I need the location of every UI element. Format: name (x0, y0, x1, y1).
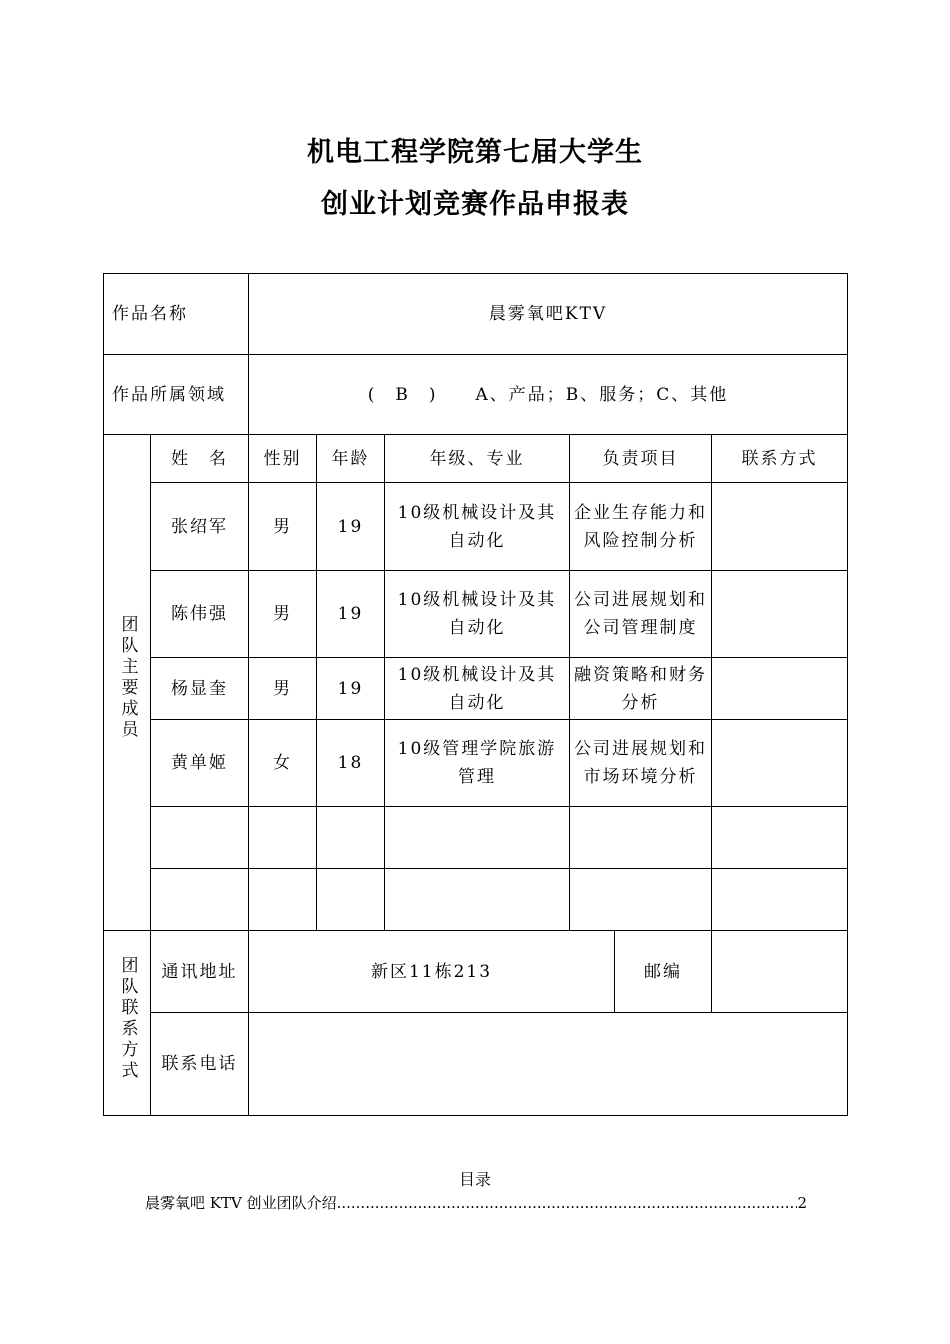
team-contact-label: 团队联系方式 (117, 955, 138, 1082)
member-header-row (104, 435, 848, 483)
work-name-row (104, 274, 848, 355)
table-row (104, 720, 848, 807)
header-age: 年龄 (317, 435, 385, 483)
header-major: 年级、专业 (385, 435, 570, 483)
phone-row (104, 1013, 848, 1116)
team-members-label: 团队主要成员 (117, 615, 138, 741)
empty-member-row (104, 869, 848, 931)
member-contact (712, 720, 848, 807)
member-age: 19 (317, 571, 385, 658)
domain-value: ( B ) A、产品；B、服务；C、其他 (249, 355, 848, 435)
header-name: 姓 名 (151, 435, 249, 483)
member-gender: 男 (249, 571, 317, 658)
member-major: 10级机械设计及其自动化 (385, 483, 570, 571)
form-title-line2: 创业计划竞赛作品申报表 (321, 189, 629, 220)
member-task: 公司进展规划和市场环境分析 (570, 720, 712, 807)
toc-entry-text: 晨雾氧吧 KTV 创业团队介绍 (145, 1194, 337, 1212)
work-name-value: 晨雾氧吧KTV (249, 274, 848, 355)
table-row (104, 571, 848, 658)
header-task: 负责项目 (570, 435, 712, 483)
member-gender: 男 (249, 658, 317, 720)
table-row (104, 483, 848, 571)
address-row (104, 931, 848, 1013)
phone-label: 联系电话 (151, 1013, 249, 1116)
toc-entry-page: 2 (797, 1194, 807, 1212)
domain-label: 作品所属领域 (104, 355, 249, 435)
header-gender: 性别 (249, 435, 317, 483)
member-contact (712, 483, 848, 571)
empty-member-row (104, 807, 848, 869)
toc-leader-dots (337, 1194, 798, 1212)
address-value: 新区11栋213 (249, 931, 615, 1013)
toc-entry[interactable] (145, 1192, 807, 1213)
application-form-table (103, 273, 848, 1116)
postcode-value (712, 931, 848, 1013)
member-task: 企业生存能力和风险控制分析 (570, 483, 712, 571)
member-name: 杨显奎 (151, 658, 249, 720)
address-label: 通讯地址 (151, 931, 249, 1013)
member-gender: 男 (249, 483, 317, 571)
member-contact (712, 571, 848, 658)
toc-title: 目录 (458, 1170, 491, 1189)
member-age: 19 (317, 658, 385, 720)
member-major: 10级机械设计及其自动化 (385, 658, 570, 720)
member-major: 10级管理学院旅游管理 (385, 720, 570, 807)
member-contact (712, 658, 848, 720)
member-gender: 女 (249, 720, 317, 807)
member-task: 融资策略和财务分析 (570, 658, 712, 720)
member-name: 黄单姬 (151, 720, 249, 807)
form-title-line1: 机电工程学院第七届大学生 (307, 137, 643, 168)
member-major: 10级机械设计及其自动化 (385, 571, 570, 658)
member-name: 张绍军 (151, 483, 249, 571)
member-task: 公司进展规划和公司管理制度 (570, 571, 712, 658)
work-name-label: 作品名称 (104, 274, 249, 355)
member-age: 18 (317, 720, 385, 807)
member-age: 19 (317, 483, 385, 571)
team-members-label-cell (104, 435, 151, 931)
team-contact-label-cell (104, 931, 151, 1116)
postcode-label: 邮编 (615, 931, 712, 1013)
member-name: 陈伟强 (151, 571, 249, 658)
table-row (104, 658, 848, 720)
header-contact: 联系方式 (712, 435, 848, 483)
domain-row (104, 355, 848, 435)
phone-value (249, 1013, 848, 1116)
